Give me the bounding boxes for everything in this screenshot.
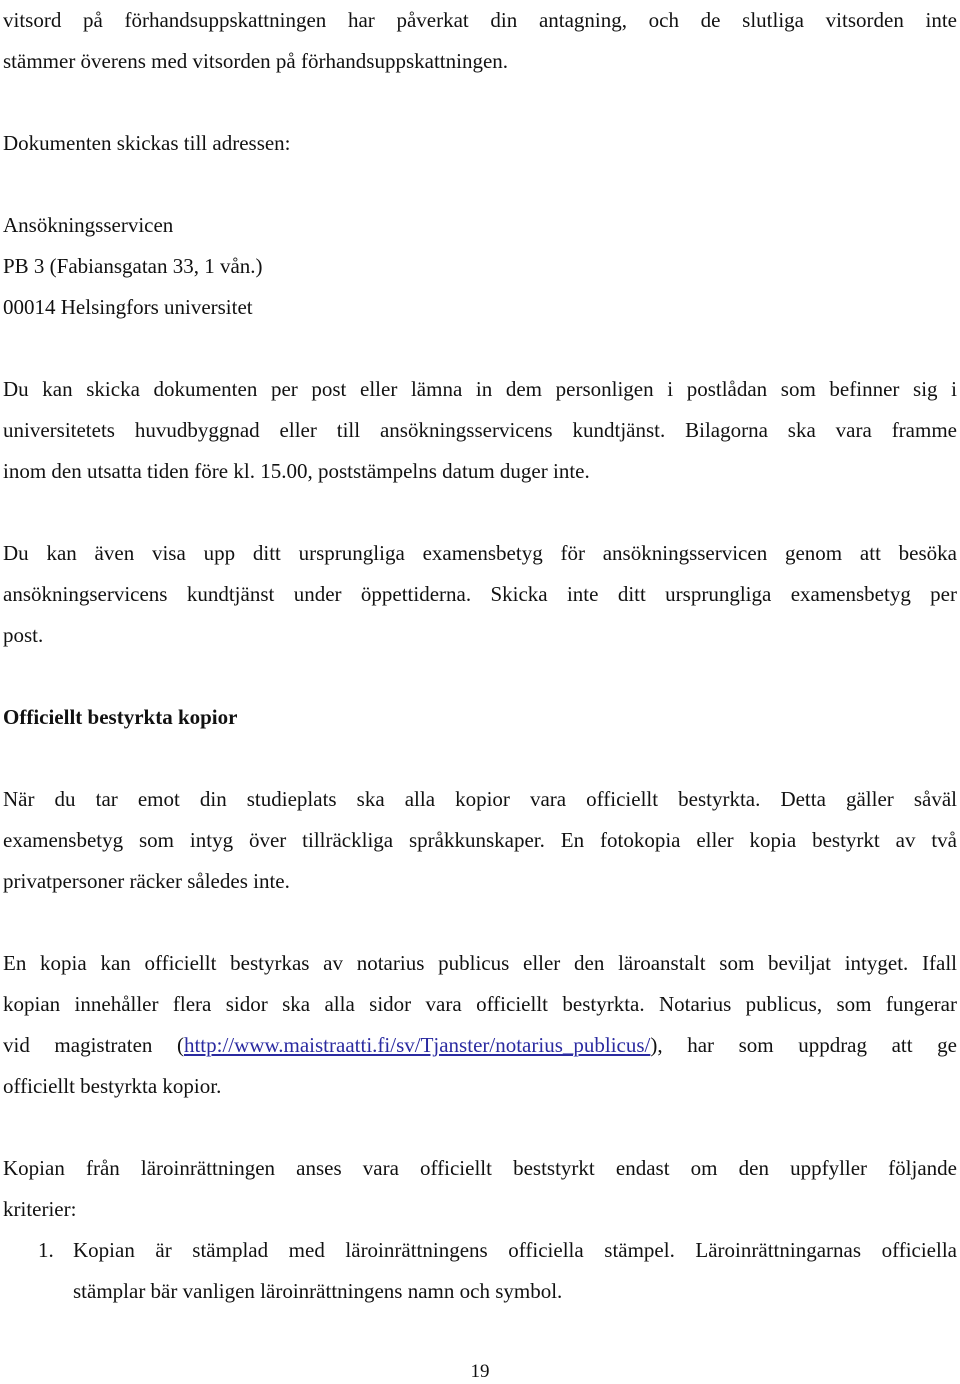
text-line: När du tar emot din studieplats ska alla kopior vara officiellt bestyrkta. Detta gäller såväl xyxy=(3,787,957,811)
section-heading xyxy=(3,697,957,738)
list-item-number: 1. xyxy=(38,1238,54,1262)
text-line: examensbetyg som intyg över tillräckliga språkkunskaper. En fotokopia eller kopia bestyrkt av två xyxy=(3,828,957,852)
text-line: vitsord på förhandsuppskattningen har påverkat din antagning, och de slutliga vitsorden inte xyxy=(3,8,957,32)
text-line: inom den utsatta tiden före kl. 15.00, poststämpelns datum duger inte. xyxy=(3,459,590,483)
text-line: Du kan skicka dokumenten per post eller lämna in dem personligen i postlådan som befinner sig i xyxy=(3,377,957,401)
address-line: 00014 Helsingfors universitet xyxy=(3,295,253,319)
postal-address xyxy=(3,205,957,328)
text-line: En kopia kan officiellt bestyrkas av notarius publicus eller den läroanstalt som beviljat intyget. Ifall xyxy=(3,951,957,975)
page-number: 19 xyxy=(470,1361,490,1382)
address-line: Ansökningsservicen xyxy=(3,213,174,237)
address-intro xyxy=(3,123,957,164)
text-line: Du kan även visa upp ditt ursprungliga examensbetyg för ansökningsservicen genom att besöka xyxy=(3,541,957,565)
text-line: stämmer överens med vitsorden på förhandsuppskattningen. xyxy=(3,49,509,73)
text-line: Kopian är stämplad med läroinrättningens officiella stämpel. Läroinrättningarnas officiella xyxy=(73,1238,957,1262)
text-fragment: ), har som uppdrag att ge xyxy=(650,1033,957,1057)
address-line: PB 3 (Fabiansgatan 33, 1 vån.) xyxy=(3,254,263,278)
post-delivery-paragraph xyxy=(3,369,957,492)
text-line: privatpersoner räcker således inte. xyxy=(3,869,290,893)
section-heading-text: Officiellt bestyrkta kopior xyxy=(3,705,238,729)
notary-paragraph xyxy=(3,943,957,1107)
text-line: post. xyxy=(3,623,44,647)
list-item xyxy=(3,1230,957,1312)
intro-paragraph xyxy=(3,0,957,82)
notary-link[interactable]: http://www.maistraatti.fi/sv/Tjanster/notarius_publicus/ xyxy=(183,1033,651,1057)
criteria-paragraph xyxy=(3,1148,957,1230)
text-line: officiellt bestyrkta kopior. xyxy=(3,1074,222,1098)
text-fragment: vid magistraten ( xyxy=(3,1033,184,1057)
text-line: Dokumenten skickas till adressen: xyxy=(3,131,291,155)
text-line: kriterier: xyxy=(3,1197,77,1221)
text-line: stämplar bär vanligen läroinrättningens namn och symbol. xyxy=(73,1279,563,1303)
text-line xyxy=(3,1025,957,1066)
visit-paragraph xyxy=(3,533,957,656)
text-line: Kopian från läroinrättningen anses vara officiellt beststyrkt endast om den uppfyller följande xyxy=(3,1156,957,1180)
certified-copies-paragraph xyxy=(3,779,957,902)
document-page xyxy=(3,0,957,1312)
text-line: kopian innehåller flera sidor ska alla sidor vara officiellt bestyrkta. Notarius publicus, som fungerar xyxy=(3,992,957,1016)
text-line: universitetets huvudbyggnad eller till ansökningsservicens kundtjänst. Bilagorna ska vara framme xyxy=(3,418,957,442)
text-line: ansökningservicens kundtjänst under öppettiderna. Skicka inte ditt ursprungliga examensbetyg per xyxy=(3,582,957,606)
